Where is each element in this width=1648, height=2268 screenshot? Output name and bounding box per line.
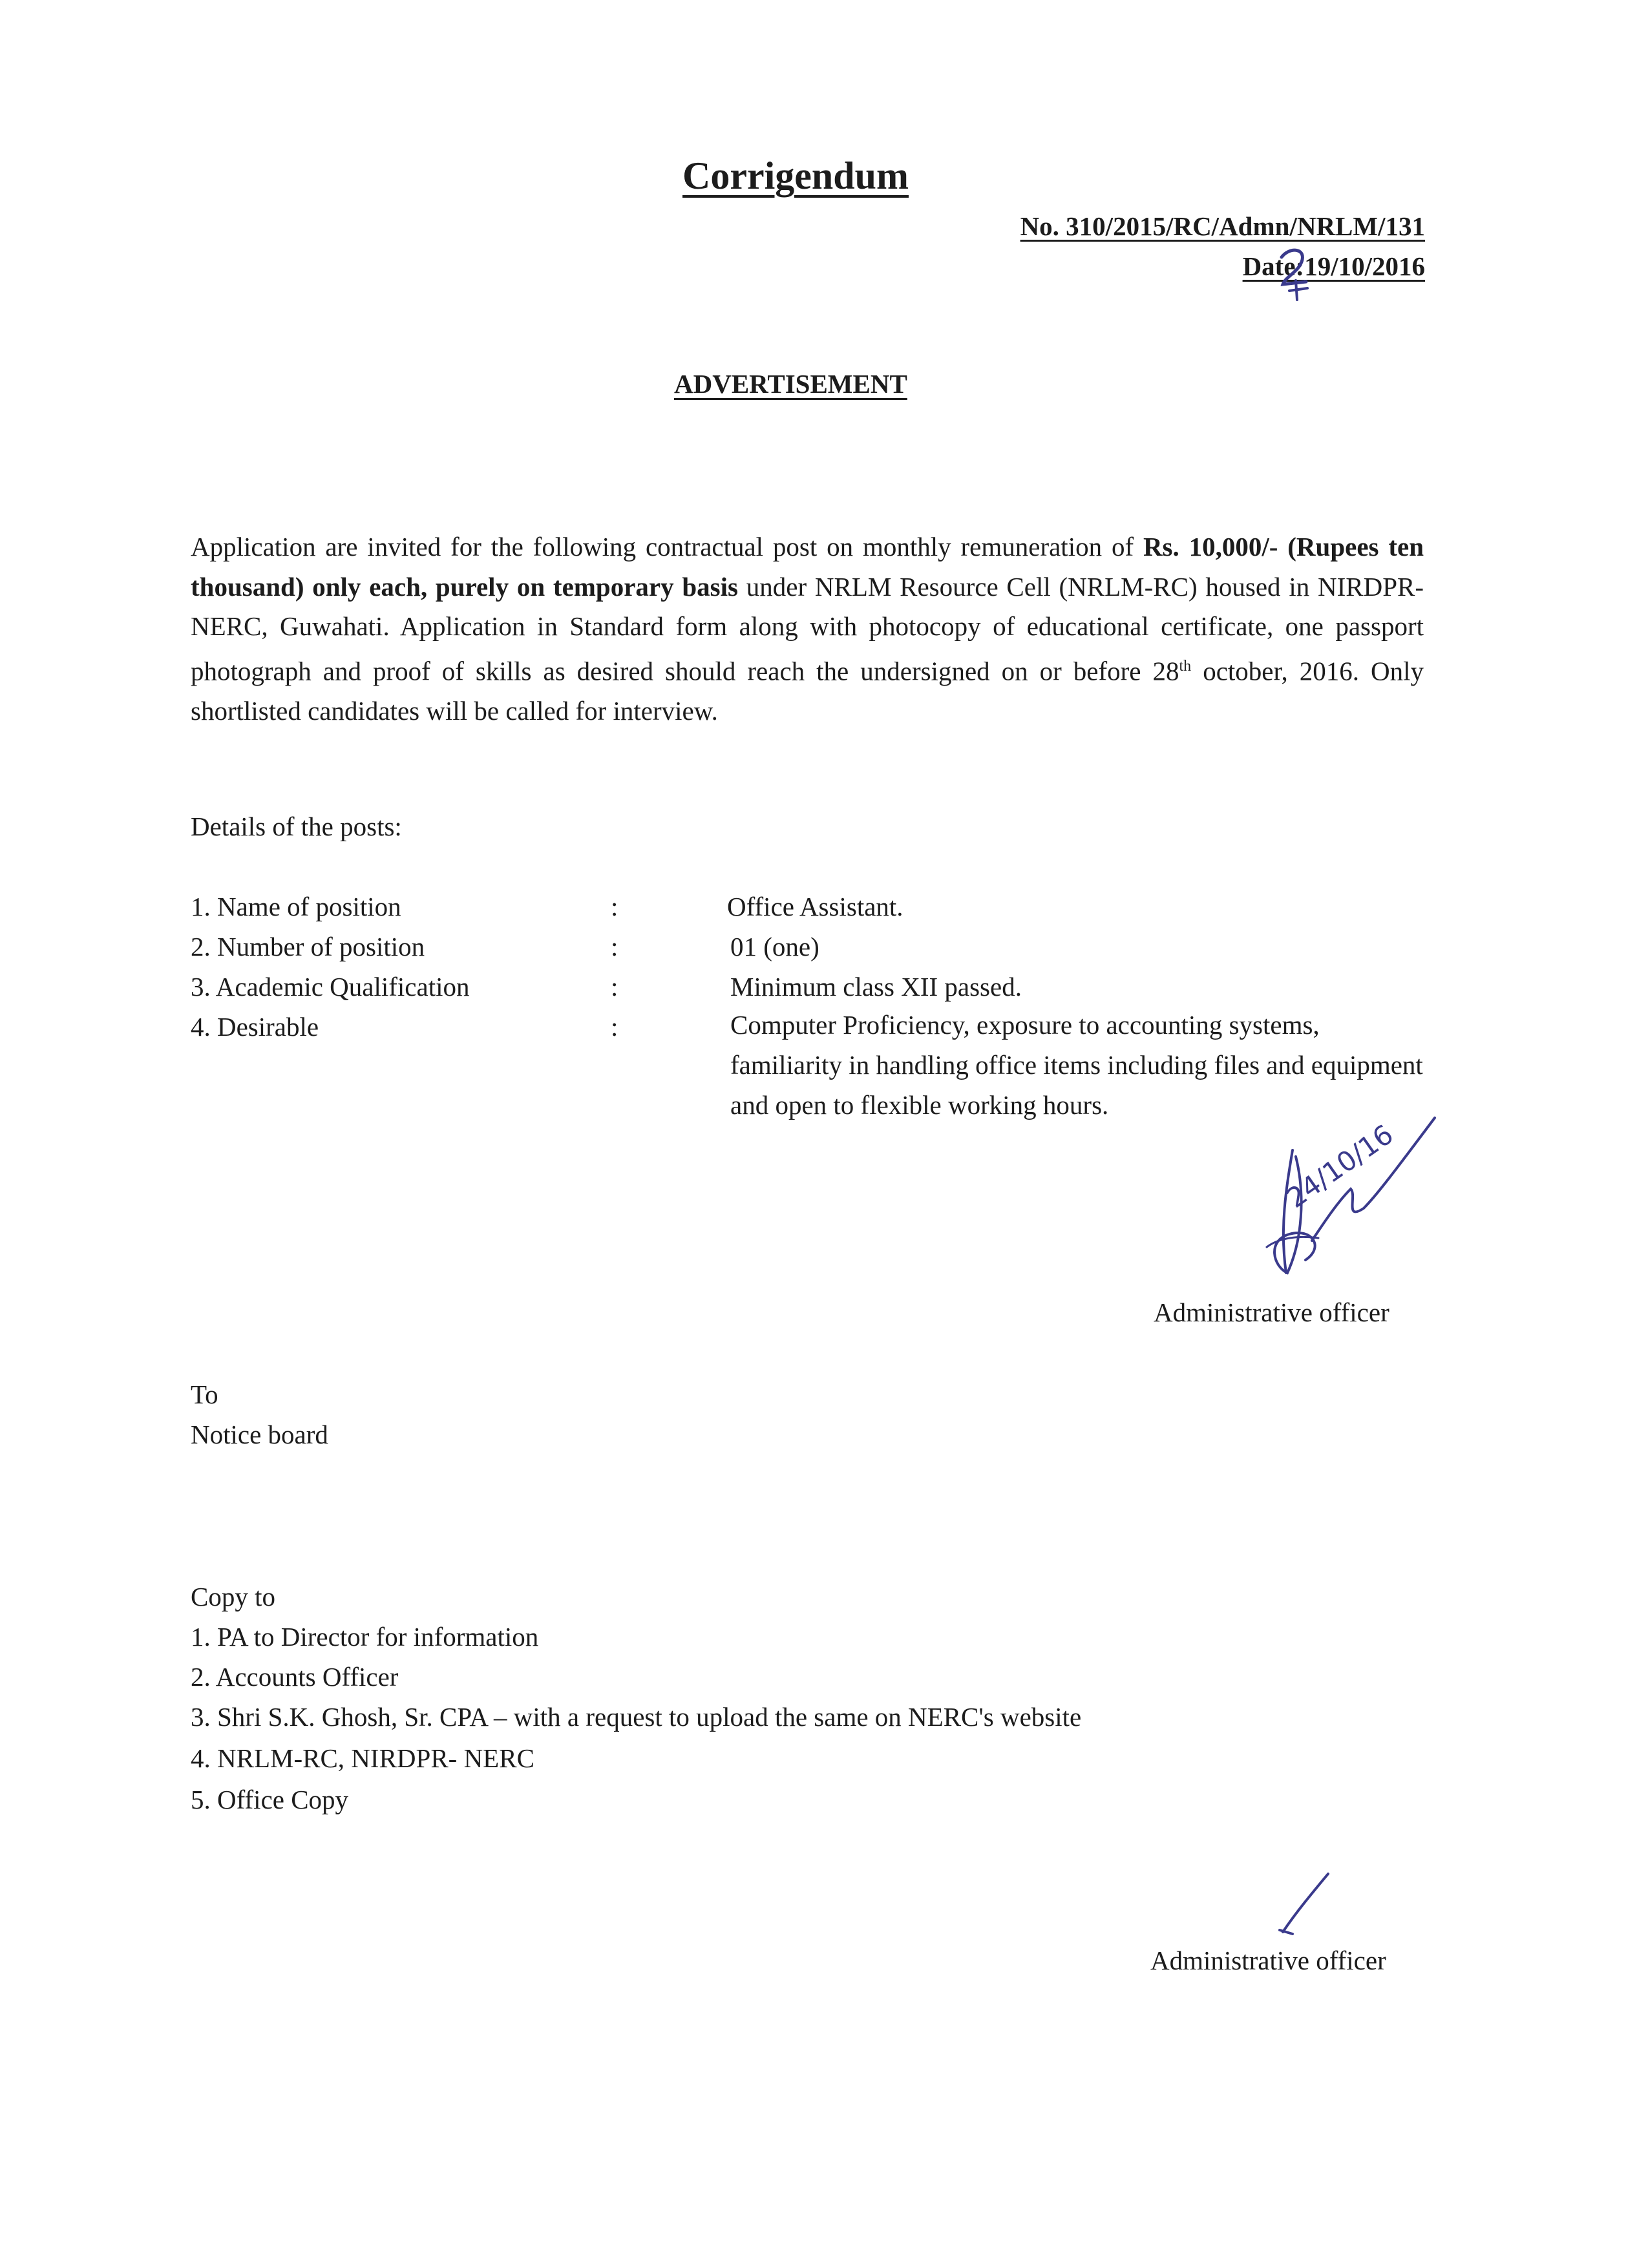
signatory-title-bottom: Administrative officer (1150, 1946, 1386, 1975)
detail-label-qualification: 3. Academic Qualification (191, 972, 470, 1002)
body-bold-text: Rs. 10,000/- (Rupees ten thousand) only each, purely on temporary basis (191, 532, 1424, 602)
to-recipient: Notice board (191, 1420, 328, 1449)
detail-label-name: 1. Name of position (191, 892, 401, 921)
signature (1241, 1111, 1448, 1305)
signatory-title: Administrative officer (1154, 1297, 1389, 1327)
copy-to-item: 3. Shri S.K. Ghosh, Sr. CPA – with a request to upload the same on NERC's website (191, 1702, 1082, 1732)
body-text-3: october, 2016. Only shortlisted candidates will be called for interview. (191, 656, 1424, 726)
body-text-1: Application are invited for the following contractual post on monthly remuneration of (191, 532, 1143, 562)
detail-colon: : (611, 972, 618, 1002)
to-label: To (191, 1380, 218, 1409)
body-text-2: under NRLM Resource Cell (NRLM-RC) housed in NIRDPR-NERC, Guwahati. Application in Standard form along with photocopy of educational certificate, one passport photograph and proof of skills as desired should reach the undersigned on or before 28 (191, 571, 1424, 686)
detail-value-desirable: Computer Proficiency, exposure to accounting systems, familiarity in handling office items including files and equipment and open to flexible working hours. (730, 1010, 1423, 1120)
advertisement-heading: ADVERTISEMENT (674, 369, 907, 399)
reference-number: No. 310/2015/RC/Admn/NRLM/131 (1020, 211, 1425, 241)
copy-to-item: 2. Accounts Officer (191, 1662, 399, 1692)
copy-to-item: 4. NRLM-RC, NIRDPR- NERC (191, 1743, 534, 1773)
body-paragraph (191, 527, 1424, 731)
detail-value-number: 01 (one) (730, 932, 819, 961)
details-heading: Details of the posts: (191, 812, 402, 841)
body-superscript: th (1179, 657, 1192, 675)
detail-colon: : (611, 892, 618, 921)
date-label: Date: (1242, 251, 1305, 281)
detail-label-number: 2. Number of position (191, 932, 425, 961)
detail-colon: : (611, 1012, 618, 1042)
initial-mark (1267, 1871, 1338, 1942)
date-line (1243, 251, 1425, 282)
document-title: Corrigendum (682, 154, 909, 197)
detail-label-desirable: 4. Desirable (191, 1012, 319, 1042)
signature-date: 24/10/16 (1280, 1118, 1399, 1214)
detail-value-qualification: Minimum class XII passed. (730, 972, 1022, 1002)
date-correction-mark (1276, 243, 1322, 301)
date-value: 19/10/2016 (1304, 251, 1425, 281)
detail-value-name: Office Assistant. (727, 892, 903, 921)
copy-to-item: 5. Office Copy (191, 1785, 349, 1814)
copy-to-item: 1. PA to Director for information (191, 1622, 539, 1652)
copy-to-label: Copy to (191, 1582, 275, 1612)
detail-colon: : (611, 932, 618, 961)
